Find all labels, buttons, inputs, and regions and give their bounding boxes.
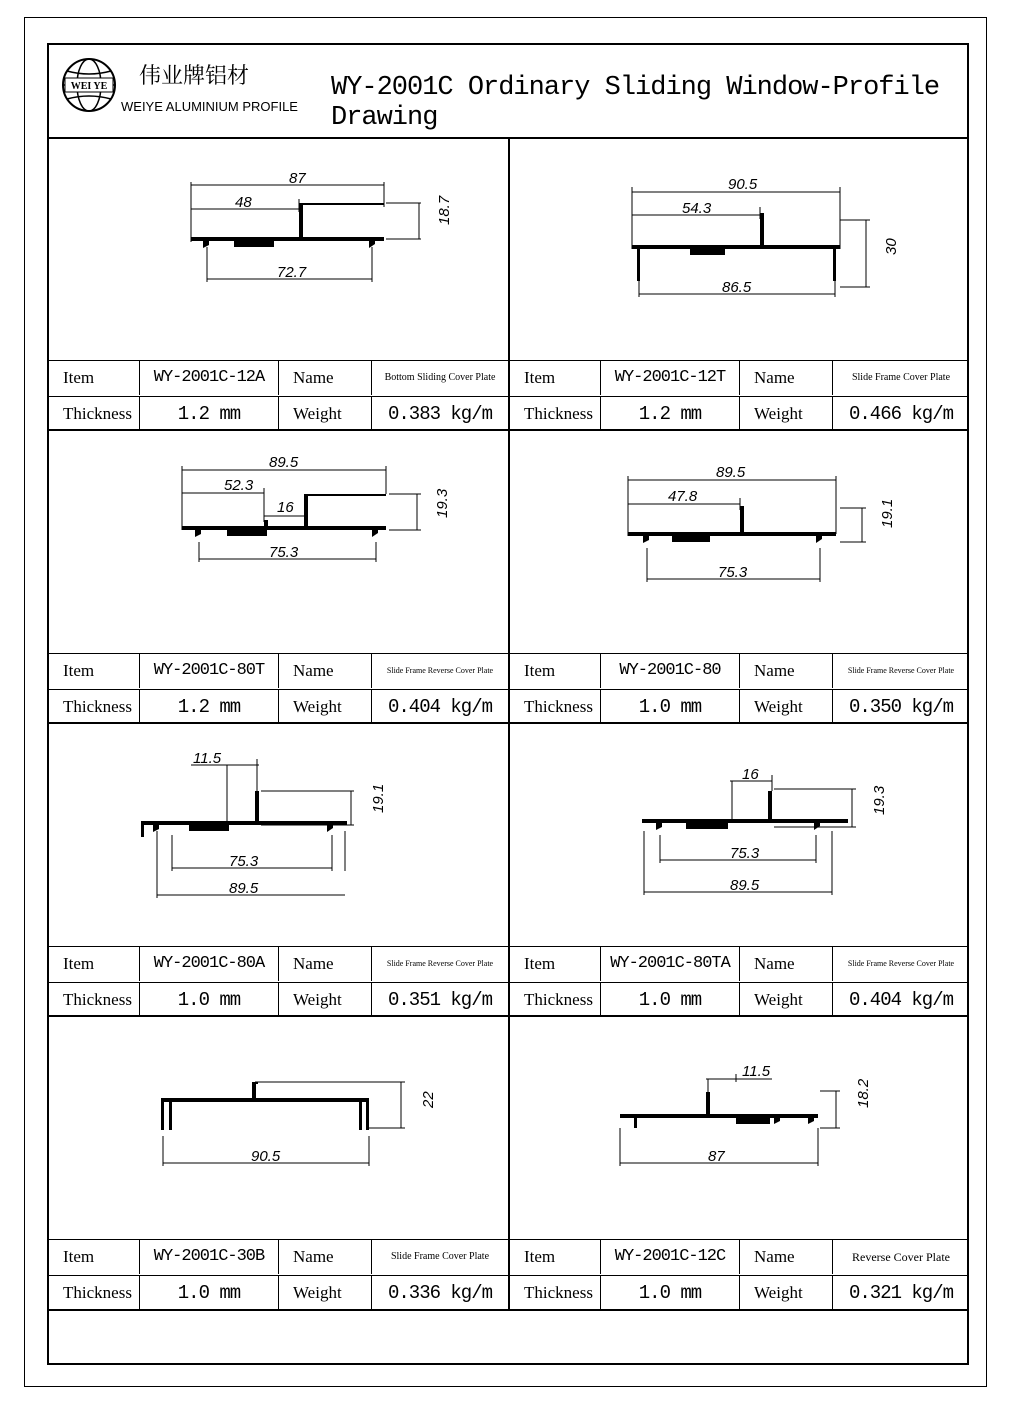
profile-name: Slide Frame Reverse Cover Plate [371, 947, 508, 981]
profile-spec-table [49, 653, 508, 724]
profile-drawing [510, 430, 969, 653]
weight-value: 0.404 kg/m [371, 690, 508, 724]
profile-spec-table [510, 946, 969, 1017]
weight-value: 0.321 kg/m [832, 1276, 969, 1310]
profile-band-2 [49, 430, 967, 723]
profile-drawing [510, 1016, 969, 1239]
drawing-sheet [47, 43, 969, 1365]
dim-label: 19.3 [434, 488, 451, 518]
profile-cell-80t [49, 430, 508, 723]
name-label: Name [739, 654, 832, 688]
item-label: Item [63, 368, 95, 387]
dim-label: 18.7 [436, 195, 453, 225]
thickness-value: 1.0 mm [139, 983, 278, 1017]
profile-cell-12a [49, 137, 508, 430]
thickness-value: 1.0 mm [600, 983, 739, 1017]
item-label: Item [63, 661, 95, 680]
profile-name: Bottom Sliding Cover Plate [371, 361, 508, 395]
item-label: Item [524, 954, 556, 973]
weight-value: 0.336 kg/m [371, 1276, 508, 1310]
profile-drawing [49, 430, 508, 653]
weight-value: 0.351 kg/m [371, 983, 508, 1017]
item-code: WY-2001C-80TA [600, 947, 739, 981]
profile-band-1 [49, 137, 967, 430]
thickness-label: Thickness [524, 697, 593, 716]
thickness-label: Thickness [524, 990, 593, 1009]
band-divider [49, 1309, 967, 1311]
profile-drawing [49, 1016, 508, 1239]
title-block [49, 45, 967, 139]
profile-band-3 [49, 723, 967, 1016]
thickness-label: Thickness [524, 1283, 593, 1302]
dim-label: 89.5 [716, 464, 746, 481]
item-code: WY-2001C-80T [139, 654, 278, 688]
profile-spec-table [49, 360, 508, 431]
dim-label: 47.8 [668, 488, 698, 505]
profile-name: Slide Frame Cover Plate [832, 361, 969, 395]
brand-english: WEIYE ALUMINIUM PROFILE [121, 99, 298, 114]
weight-value: 0.404 kg/m [832, 983, 969, 1017]
thickness-label: Thickness [63, 990, 132, 1009]
dim-label: 90.5 [251, 1148, 281, 1165]
company-logo [61, 57, 117, 118]
dim-label: 11.5 [193, 750, 222, 767]
item-label: Item [524, 368, 556, 387]
profile-name: Slide Frame Cover Plate [371, 1240, 508, 1274]
weight-value: 0.350 kg/m [832, 690, 969, 724]
dim-label: 75.3 [730, 845, 760, 862]
dim-label: 30 [883, 238, 900, 255]
name-label: Name [278, 1240, 371, 1274]
thickness-value: 1.0 mm [600, 1276, 739, 1310]
dim-label: 54.3 [682, 200, 712, 217]
dim-label: 75.3 [718, 564, 748, 581]
profile-spec-table [49, 1239, 508, 1310]
item-code: WY-2001C-12T [600, 361, 739, 395]
thickness-label: Thickness [63, 697, 132, 716]
item-label: Item [63, 954, 95, 973]
name-label: Name [278, 654, 371, 688]
dim-label: 89.5 [269, 454, 299, 471]
item-label: Item [63, 1247, 95, 1266]
dim-label: 48 [235, 194, 252, 211]
thickness-value: 1.2 mm [139, 397, 278, 431]
profile-cell-80 [508, 430, 969, 723]
dim-label: 87 [708, 1148, 725, 1165]
profile-cell-80a [49, 723, 508, 1016]
profile-spec-table [49, 946, 508, 1017]
profile-spec-table [510, 653, 969, 724]
logo-text: WEI YE [70, 81, 108, 92]
profile-cell-30b [49, 1016, 508, 1309]
name-label: Name [278, 361, 371, 395]
item-code: WY-2001C-80A [139, 947, 278, 981]
profile-cell-12c [508, 1016, 969, 1309]
weight-value: 0.383 kg/m [371, 397, 508, 431]
profile-name: Reverse Cover Plate [832, 1240, 969, 1274]
dim-label: 72.7 [277, 264, 307, 281]
dim-label: 16 [742, 766, 759, 783]
thickness-value: 1.0 mm [600, 690, 739, 724]
dim-label: 18.2 [855, 1078, 872, 1108]
item-code: WY-2001C-12C [600, 1240, 739, 1274]
dim-label: 19.3 [871, 785, 888, 815]
weight-label: Weight [739, 983, 832, 1017]
name-label: Name [739, 947, 832, 981]
dim-label: 89.5 [730, 877, 760, 894]
item-code: WY-2001C-80 [600, 654, 739, 688]
profile-name: Slide Frame Reverse Cover Plate [832, 654, 969, 688]
weight-label: Weight [739, 690, 832, 724]
dim-label: 87 [289, 170, 306, 187]
brand-chinese: 伟业牌铝材 [139, 64, 250, 89]
dim-label: 86.5 [722, 279, 752, 296]
weight-label: Weight [278, 983, 371, 1017]
weight-label: Weight [278, 1276, 371, 1310]
dim-label: 75.3 [229, 853, 259, 870]
thickness-value: 1.0 mm [139, 1276, 278, 1310]
item-code: WY-2001C-12A [139, 361, 278, 395]
weight-label: Weight [739, 397, 832, 431]
dim-label: 11.5 [742, 1063, 771, 1080]
profile-drawing [49, 723, 508, 946]
dim-label: 22 [420, 1091, 437, 1108]
dim-label: 75.3 [269, 544, 299, 561]
dim-label: 19.1 [879, 498, 896, 528]
profile-name: Slide Frame Reverse Cover Plate [371, 654, 508, 688]
name-label: Name [739, 361, 832, 395]
profile-drawing [510, 723, 969, 946]
profile-band-4 [49, 1016, 967, 1309]
profile-spec-table [510, 1239, 969, 1310]
profile-spec-table [510, 360, 969, 431]
dim-label: 90.5 [728, 176, 758, 193]
dim-label: 16 [277, 499, 294, 516]
profile-cell-12t [508, 137, 969, 430]
item-label: Item [524, 1247, 556, 1266]
weight-label: Weight [739, 1276, 832, 1310]
thickness-value: 1.2 mm [600, 397, 739, 431]
thickness-label: Thickness [63, 404, 132, 423]
thickness-label: Thickness [63, 1283, 132, 1302]
weight-label: Weight [278, 690, 371, 724]
page-title: WY-2001C Ordinary Sliding Window-Profile Drawing [331, 73, 940, 133]
profile-cell-80ta [508, 723, 969, 1016]
item-code: WY-2001C-30B [139, 1240, 278, 1274]
profile-name: Slide Frame Reverse Cover Plate [832, 947, 969, 981]
thickness-label: Thickness [524, 404, 593, 423]
thickness-value: 1.2 mm [139, 690, 278, 724]
dim-label: 19.1 [370, 783, 387, 813]
name-label: Name [739, 1240, 832, 1274]
profile-drawing [49, 137, 508, 360]
name-label: Name [278, 947, 371, 981]
dim-label: 52.3 [224, 477, 254, 494]
item-label: Item [524, 661, 556, 680]
weight-value: 0.466 kg/m [832, 397, 969, 431]
weight-label: Weight [278, 397, 371, 431]
dim-label: 89.5 [229, 880, 259, 897]
profile-drawing [510, 137, 969, 360]
